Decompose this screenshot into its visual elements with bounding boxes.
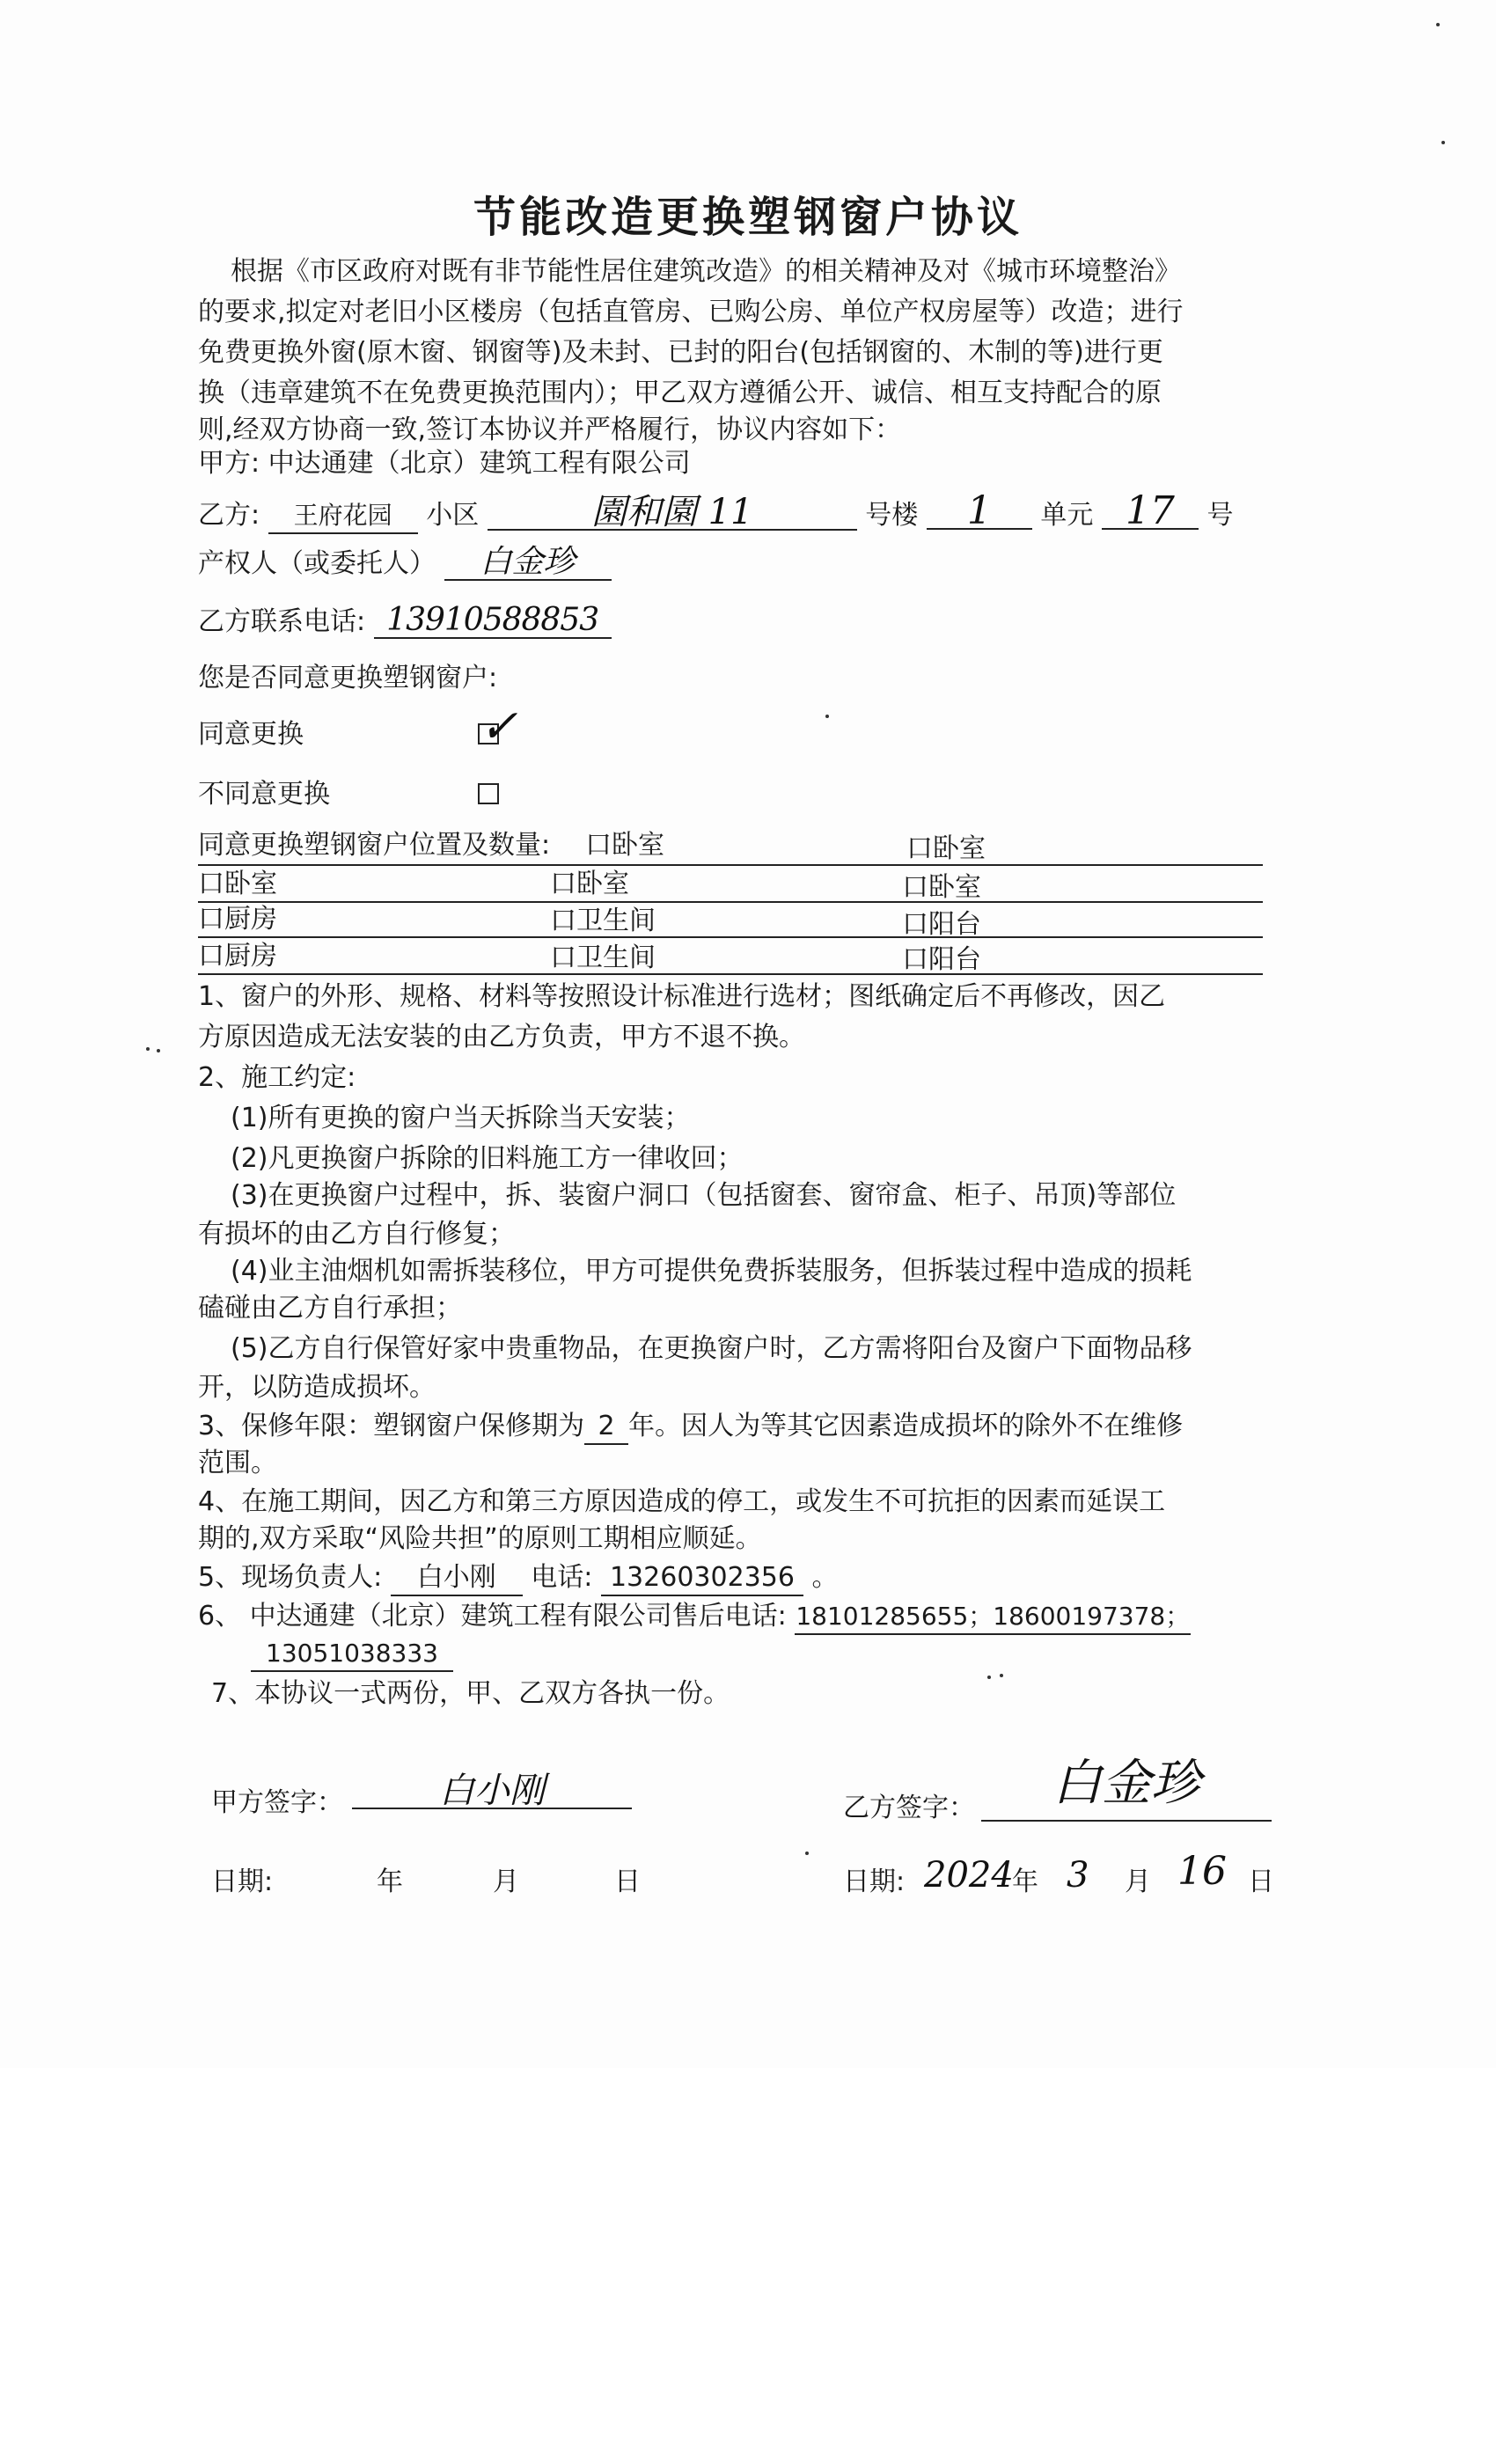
clause-2-item: (3)在更换窗户过程中，拆、装窗户洞口（包括窗套、窗帘盒、柜子、吊顶)等部位 xyxy=(231,1180,1177,1211)
clause-2-title: 2、施工约定: xyxy=(198,1062,356,1093)
room-field[interactable]: 17 xyxy=(1102,495,1199,530)
agree-label: 同意更换 xyxy=(198,719,304,750)
checkbox-box xyxy=(478,783,499,804)
scan-speck xyxy=(825,715,829,718)
room-option[interactable]: 口阳台 xyxy=(902,944,981,975)
table-rule xyxy=(198,864,1263,866)
room-option[interactable]: 口卫生间 xyxy=(550,906,656,936)
party-a: 甲方: 中达通建（北京）建筑工程有限公司 xyxy=(198,448,691,479)
date-b-year: 年 xyxy=(1012,1866,1038,1897)
sign-a-label: 甲方签字： xyxy=(211,1787,343,1818)
clause-7-line: 7、本协议一式两份，甲、乙双方各执一份。 xyxy=(211,1678,730,1709)
room-option[interactable]: 口阳台 xyxy=(902,909,981,940)
room-option[interactable]: 口卧室 xyxy=(198,869,277,899)
scan-speck xyxy=(146,1047,150,1051)
clause-4-line: 期的,双方采取“风险共担”的原则工期相应顺延。 xyxy=(198,1523,762,1554)
scan-speck xyxy=(1436,23,1440,26)
party-b-label: 乙方: xyxy=(198,500,260,531)
community-suffix: 小区 xyxy=(426,500,480,531)
date-b-day-value[interactable]: 16 xyxy=(1177,1849,1227,1894)
clause-2-item: 磕碰由乙方自行承担； xyxy=(198,1293,462,1324)
clause-1-line: 1、窗户的外形、规格、材料等按照设计标准进行选材；图纸确定后不再修改，因乙 xyxy=(198,981,1166,1012)
clause-6-prefix: 6、 中达通建（北京）建筑工程有限公司售后电话: xyxy=(198,1601,787,1632)
date-b-label: 日期: xyxy=(843,1866,906,1897)
date-a-year: 年 xyxy=(377,1866,403,1897)
site-manager-field[interactable]: 白小刚 xyxy=(391,1561,523,1596)
clause-2-item: 开，以防造成损坏。 xyxy=(198,1372,436,1403)
scan-speck xyxy=(1441,141,1445,144)
intro-line: 根据《市区政府对既有非节能性居住建筑改造》的相关精神及对《城市环境整治》 xyxy=(231,256,1181,287)
clause-3-line xyxy=(198,1410,1183,1445)
date-a-day: 日 xyxy=(614,1866,641,1897)
sign-b-label: 乙方签字： xyxy=(843,1793,975,1823)
scan-speck xyxy=(157,1049,160,1052)
building-field[interactable]: 園和園 11 xyxy=(488,495,857,531)
clause-6-line xyxy=(198,1600,1191,1635)
clause-2-item: (4)业主油烟机如需拆装移位，甲方可提供免费拆装服务，但拆装过程中造成的损耗 xyxy=(231,1256,1192,1287)
owner-line xyxy=(198,546,612,581)
rooms-lead: 同意更换塑钢窗户位置及数量: xyxy=(198,830,551,861)
phone-line xyxy=(198,604,612,639)
clause-2-item: (1)所有更换的窗户当天拆除当天安装； xyxy=(231,1103,691,1133)
date-a-month: 月 xyxy=(493,1866,519,1897)
clause-5-prefix: 5、现场负责人: xyxy=(198,1562,383,1593)
date-a-label: 日期: xyxy=(211,1866,274,1897)
unit-field[interactable]: 1 xyxy=(927,495,1032,530)
clause-3-line2: 范围。 xyxy=(198,1448,277,1478)
room-option[interactable]: 口厨房 xyxy=(198,904,277,935)
owner-field[interactable]: 白金珍 xyxy=(444,546,612,581)
scan-speck xyxy=(987,1676,991,1679)
unit-suffix: 单元 xyxy=(1040,500,1094,531)
intro-line: 则,经双方协商一致,签订本协议并严格履行，协议内容如下： xyxy=(198,414,902,445)
room-option[interactable]: 口卧室 xyxy=(902,872,981,903)
owner-label: 产权人（或委托人） xyxy=(198,548,436,579)
clause-2-item: 有损坏的由乙方自行修复； xyxy=(198,1219,515,1250)
question-text: 您是否同意更换塑钢窗户: xyxy=(198,663,498,693)
after-sales-phones: 18101285655；18600197378； xyxy=(795,1600,1191,1635)
disagree-label: 不同意更换 xyxy=(198,779,330,810)
room-option[interactable]: 口卧室 xyxy=(585,830,664,861)
clause-5-line xyxy=(198,1561,839,1596)
phone-label: 乙方联系电话: xyxy=(198,606,366,637)
clause-2-item: (5)乙方自行保管好家中贵重物品，在更换窗户时，乙方需将阳台及窗户下面物品移 xyxy=(231,1333,1192,1364)
disagree-checkbox[interactable] xyxy=(478,783,499,804)
room-option[interactable]: 口卧室 xyxy=(906,833,986,864)
scan-speck xyxy=(805,1852,809,1855)
warranty-years-field[interactable]: 2 xyxy=(584,1410,628,1445)
table-rule xyxy=(198,901,1263,903)
site-phone-field[interactable]: 13260302356 xyxy=(601,1561,803,1596)
clause-4-line: 4、在施工期间，因乙方和第三方原因造成的停工，或发生不可抗拒的因素而延误工 xyxy=(198,1486,1166,1517)
community-field[interactable]: 王府花园 xyxy=(268,499,418,534)
clause-1-line: 方原因造成无法安装的由乙方负责，甲方不退不换。 xyxy=(198,1022,805,1052)
scan-speck xyxy=(1000,1674,1003,1677)
table-rule xyxy=(198,973,1263,975)
page-title: 节能改造更换塑钢窗户协议 xyxy=(473,193,1023,242)
date-b-month: 月 xyxy=(1125,1866,1151,1897)
table-rule xyxy=(198,936,1263,938)
date-b-year-value[interactable]: 2024 xyxy=(924,1855,1014,1896)
checkmark-icon: ✓ xyxy=(480,700,518,753)
clause-6-line2 xyxy=(251,1637,453,1672)
intro-line: 免费更换外窗(原木窗、钢窗等)及未封、已封的阳台(包括钢窗的、木制的等)进行更 xyxy=(198,337,1163,368)
clause-3-suffix: 年。因人为等其它因素造成损坏的除外不在维修 xyxy=(628,1411,1184,1441)
clause-5-end: 。 xyxy=(811,1562,839,1593)
building-suffix: 号楼 xyxy=(865,500,919,531)
clause-3-prefix: 3、保修年限：塑钢窗户保修期为 xyxy=(198,1411,585,1441)
intro-line: 换（违章建筑不在免费更换范围内）；甲乙双方遵循公开、诚信、相互支持配合的原 xyxy=(198,378,1162,408)
room-suffix: 号 xyxy=(1206,500,1234,531)
sign-b-signature[interactable]: 白金珍 xyxy=(981,1748,1272,1822)
room-option[interactable]: 口厨房 xyxy=(198,941,277,972)
date-b-month-value[interactable]: 3 xyxy=(1067,1855,1089,1896)
sign-a-signature[interactable]: 白小刚 xyxy=(352,1774,632,1809)
intro-line: 的要求,拟定对老旧小区楼房（包括直管房、已购公房、单位产权房屋等）改造；进行 xyxy=(198,297,1184,327)
after-sales-phone-2: 13051038333 xyxy=(251,1637,453,1672)
party-b-line xyxy=(198,488,1234,534)
room-option[interactable]: 口卫生间 xyxy=(550,942,656,973)
clause-5-phone-label: 电话: xyxy=(531,1562,593,1593)
clause-2-item: (2)凡更换窗户拆除的旧料施工方一律收回； xyxy=(231,1143,744,1174)
date-b-day: 日 xyxy=(1248,1866,1274,1897)
room-option[interactable]: 口卧室 xyxy=(550,869,629,899)
phone-field[interactable]: 13910588853 xyxy=(374,604,612,639)
